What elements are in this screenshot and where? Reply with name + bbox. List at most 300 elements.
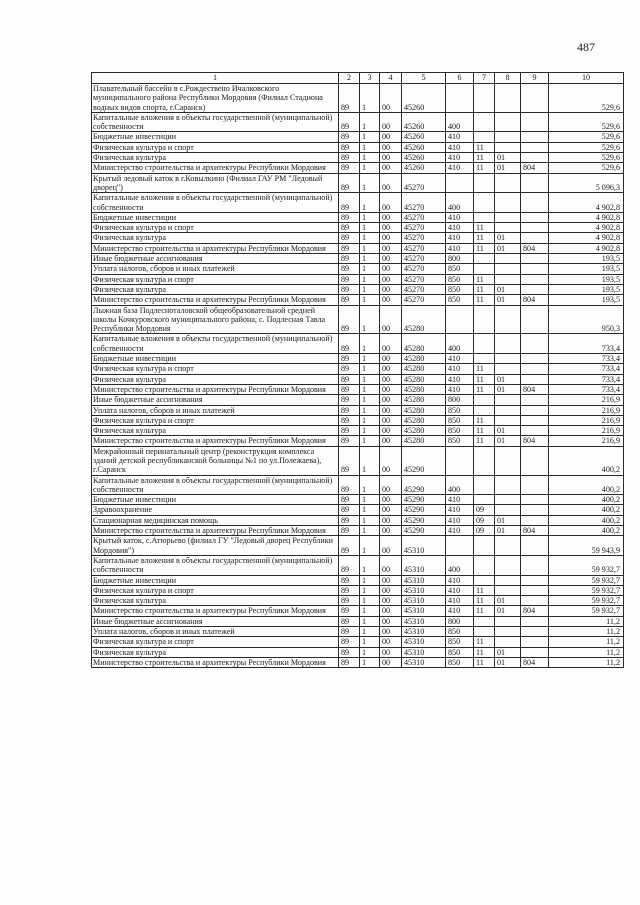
code-4-cell: 00 [380,526,402,536]
code-2-cell: 89 [339,647,360,657]
section-cell [474,264,495,274]
subsection-cell: 01 [495,284,521,294]
section-cell: 11 [474,637,495,647]
target-code-cell: 45310 [402,555,446,575]
amount-cell: 400,2 [549,475,624,495]
code-4-cell: 00 [380,384,402,394]
ministry-code-cell [521,616,549,626]
code-3-cell: 1 [360,284,380,294]
table-row [92,637,624,647]
amount-cell: 11,2 [549,637,624,647]
expense-type-cell: 850 [446,637,474,647]
code-2-cell: 89 [339,627,360,637]
ministry-code-cell [521,627,549,637]
table-row [92,163,624,173]
expense-type-cell: 850 [446,627,474,637]
table-row [92,426,624,436]
ministry-code-cell [521,505,549,515]
item-name-cell: Физическая культура [92,374,339,384]
code-2-cell: 89 [339,446,360,475]
ministry-code-cell: 804 [521,163,549,173]
code-3-cell: 1 [360,173,380,193]
expense-type-cell: 400 [446,555,474,575]
section-cell [474,475,495,495]
subsection-cell [495,254,521,264]
subsection-cell: 01 [495,153,521,163]
expense-type-cell: 410 [446,163,474,173]
code-2-cell: 89 [339,233,360,243]
code-2-cell: 89 [339,305,360,334]
expense-type-cell: 850 [446,274,474,284]
target-code-cell: 45280 [402,354,446,364]
table-row [92,616,624,626]
table-row [92,374,624,384]
amount-cell: 216,9 [549,436,624,446]
code-4-cell: 00 [380,364,402,374]
section-cell [474,112,495,132]
section-cell: 11 [474,657,495,667]
section-cell: 11 [474,153,495,163]
section-cell [474,305,495,334]
amount-cell: 4 902,8 [549,193,624,213]
ministry-code-cell [521,555,549,575]
expense-type-cell: 410 [446,223,474,233]
code-4-cell: 00 [380,475,402,495]
code-4-cell: 00 [380,212,402,222]
amount-cell: 193,5 [549,254,624,264]
expense-type-cell: 410 [446,596,474,606]
section-cell [474,495,495,505]
ministry-code-cell [521,212,549,222]
expense-type-cell: 410 [446,585,474,595]
subsection-cell [495,555,521,575]
expense-type-cell: 410 [446,243,474,253]
header-cell: 8 [495,73,521,84]
ministry-code-cell: 804 [521,243,549,253]
code-4-cell: 00 [380,334,402,354]
ministry-code-cell [521,647,549,657]
code-4-cell: 00 [380,616,402,626]
code-2-cell: 89 [339,132,360,142]
ministry-code-cell [521,112,549,132]
section-cell: 11 [474,295,495,305]
table-row [92,274,624,284]
section-cell: 11 [474,274,495,284]
target-code-cell: 45310 [402,627,446,637]
table-row [92,173,624,193]
code-4-cell: 00 [380,585,402,595]
code-4-cell: 00 [380,254,402,264]
target-code-cell: 45280 [402,384,446,394]
code-3-cell: 1 [360,142,380,152]
section-cell: 11 [474,415,495,425]
expense-type-cell: 850 [446,405,474,415]
target-code-cell: 45280 [402,305,446,334]
item-name-cell: Министерство строительства и архитектуры Республики Мордовия [92,657,339,667]
code-3-cell: 1 [360,657,380,667]
code-3-cell: 1 [360,555,380,575]
target-code-cell: 45270 [402,223,446,233]
target-code-cell: 45270 [402,243,446,253]
code-3-cell: 1 [360,536,380,556]
item-name-cell: Физическая культура и спорт [92,364,339,374]
target-code-cell: 45280 [402,415,446,425]
ministry-code-cell [521,153,549,163]
amount-cell: 733,4 [549,374,624,384]
amount-cell: 216,9 [549,405,624,415]
code-3-cell: 1 [360,84,380,113]
section-cell: 11 [474,374,495,384]
code-4-cell: 00 [380,84,402,113]
amount-cell: 59 932,7 [549,555,624,575]
code-4-cell: 00 [380,495,402,505]
subsection-cell: 01 [495,596,521,606]
item-name-cell: Бюджетные инвестиции [92,354,339,364]
expense-type-cell: 410 [446,142,474,152]
code-4-cell: 00 [380,233,402,243]
code-4-cell: 00 [380,223,402,233]
code-3-cell: 1 [360,264,380,274]
subsection-cell: 01 [495,657,521,667]
ministry-code-cell [521,173,549,193]
table-row [92,555,624,575]
table-row [92,364,624,374]
item-name-cell: Уплата налогов, сборов и иных платежей [92,627,339,637]
code-2-cell: 89 [339,405,360,415]
item-name-cell: Министерство строительства и архитектуры Республики Мордовия [92,295,339,305]
item-name-cell: Министерство строительства и архитектуры Республики Мордовия [92,526,339,536]
table-row [92,536,624,556]
ministry-code-cell [521,495,549,505]
expense-type-cell: 400 [446,475,474,495]
ministry-code-cell [521,142,549,152]
subsection-cell [495,212,521,222]
subsection-cell: 01 [495,384,521,394]
section-cell [474,536,495,556]
table-row [92,415,624,425]
expense-type-cell: 850 [446,436,474,446]
amount-cell: 400,2 [549,495,624,505]
section-cell: 11 [474,647,495,657]
table-row [92,627,624,637]
section-cell: 09 [474,505,495,515]
amount-cell: 733,4 [549,364,624,374]
section-cell: 11 [474,142,495,152]
expense-type-cell [446,173,474,193]
ministry-code-cell [521,254,549,264]
ministry-code-cell: 804 [521,657,549,667]
amount-cell: 193,5 [549,284,624,294]
code-2-cell: 89 [339,637,360,647]
ministry-code-cell [521,334,549,354]
subsection-cell: 01 [495,243,521,253]
expense-type-cell: 410 [446,354,474,364]
item-name-cell: Бюджетные инвестиции [92,575,339,585]
ministry-code-cell [521,132,549,142]
ministry-code-cell: 804 [521,384,549,394]
code-2-cell: 89 [339,415,360,425]
item-name-cell: Межрайонный перинатальный центр (реконструкция комплекса зданий детской республиканской больницы №1 по ул.Полежаева), г.Саранск [92,446,339,475]
table-row [92,446,624,475]
item-name-cell: Бюджетные инвестиции [92,212,339,222]
expense-type-cell: 850 [446,264,474,274]
code-4-cell: 00 [380,627,402,637]
subsection-cell [495,405,521,415]
table-row [92,526,624,536]
expense-type-cell: 410 [446,153,474,163]
subsection-cell [495,223,521,233]
table-row [92,243,624,253]
code-3-cell: 1 [360,637,380,647]
code-3-cell: 1 [360,354,380,364]
target-code-cell: 45310 [402,637,446,647]
amount-cell: 529,6 [549,132,624,142]
ministry-code-cell [521,264,549,274]
section-cell [474,395,495,405]
section-cell: 11 [474,243,495,253]
subsection-cell [495,616,521,626]
item-name-cell: Физическая культура и спорт [92,415,339,425]
subsection-cell [495,274,521,284]
amount-cell: 5 096,3 [549,173,624,193]
code-4-cell: 00 [380,505,402,515]
code-4-cell: 00 [380,637,402,647]
expense-type-cell: 850 [446,657,474,667]
amount-cell: 4 902,8 [549,212,624,222]
code-3-cell: 1 [360,426,380,436]
expense-type-cell: 410 [446,575,474,585]
item-name-cell: Физическая культура [92,647,339,657]
target-code-cell: 45280 [402,395,446,405]
expense-type-cell: 410 [446,364,474,374]
amount-cell: 59 932,7 [549,585,624,595]
code-3-cell: 1 [360,436,380,446]
expense-type-cell: 410 [446,505,474,515]
table-row [92,84,624,113]
target-code-cell: 45270 [402,254,446,264]
expense-type-cell: 850 [446,295,474,305]
section-cell [474,212,495,222]
target-code-cell: 45290 [402,515,446,525]
amount-cell: 216,9 [549,426,624,436]
code-3-cell: 1 [360,515,380,525]
item-name-cell: Министерство строительства и архитектуры Республики Мордовия [92,384,339,394]
subsection-cell [495,415,521,425]
item-name-cell: Министерство строительства и архитектуры Республики Мордовия [92,163,339,173]
item-name-cell: Здравоохранение [92,505,339,515]
expense-type-cell: 410 [446,526,474,536]
section-cell [474,254,495,264]
section-cell [474,84,495,113]
code-4-cell: 00 [380,575,402,585]
amount-cell: 216,9 [549,415,624,425]
item-name-cell: Бюджетные инвестиции [92,132,339,142]
amount-cell: 733,4 [549,334,624,354]
code-2-cell: 89 [339,163,360,173]
table-header-row [92,73,624,84]
code-3-cell: 1 [360,112,380,132]
code-3-cell: 1 [360,596,380,606]
subsection-cell: 01 [495,163,521,173]
item-name-cell: Капитальные вложения в объекты государственной (муниципальной) собственности [92,555,339,575]
section-cell: 11 [474,223,495,233]
code-2-cell: 89 [339,395,360,405]
ministry-code-cell: 804 [521,606,549,616]
code-3-cell: 1 [360,295,380,305]
subsection-cell: 01 [495,426,521,436]
code-2-cell: 89 [339,436,360,446]
section-cell [474,446,495,475]
item-name-cell: Физическая культура [92,596,339,606]
expense-type-cell: 800 [446,254,474,264]
target-code-cell: 45260 [402,153,446,163]
target-code-cell: 45270 [402,274,446,284]
item-name-cell: Физическая культура [92,426,339,436]
header-cell: 3 [360,73,380,84]
table-row [92,495,624,505]
code-3-cell: 1 [360,364,380,374]
header-cell: 6 [446,73,474,84]
code-3-cell: 1 [360,395,380,405]
code-2-cell: 89 [339,616,360,626]
section-cell [474,555,495,575]
code-2-cell: 89 [339,374,360,384]
code-3-cell: 1 [360,616,380,626]
ministry-code-cell [521,354,549,364]
subsection-cell [495,475,521,495]
code-4-cell: 00 [380,426,402,436]
amount-cell: 4 902,8 [549,223,624,233]
target-code-cell: 45260 [402,142,446,152]
target-code-cell: 45290 [402,526,446,536]
subsection-cell [495,84,521,113]
code-3-cell: 1 [360,274,380,284]
expense-type-cell: 850 [446,426,474,436]
subsection-cell: 01 [495,374,521,384]
code-2-cell: 89 [339,295,360,305]
section-cell: 11 [474,163,495,173]
code-3-cell: 1 [360,405,380,415]
code-2-cell: 89 [339,657,360,667]
amount-cell: 59 932,7 [549,575,624,585]
code-3-cell: 1 [360,223,380,233]
target-code-cell: 45270 [402,284,446,294]
ministry-code-cell [521,84,549,113]
code-4-cell: 00 [380,142,402,152]
item-name-cell: Физическая культура и спорт [92,585,339,595]
expense-type-cell [446,84,474,113]
section-cell [474,616,495,626]
code-4-cell: 00 [380,415,402,425]
table-row [92,193,624,213]
item-name-cell: Капитальные вложения в объекты государственной (муниципальной) собственности [92,475,339,495]
item-name-cell: Стационарная медицинская помощь [92,515,339,525]
code-2-cell: 89 [339,495,360,505]
code-2-cell: 89 [339,264,360,274]
code-3-cell: 1 [360,415,380,425]
table-body [92,84,624,668]
expense-type-cell: 410 [446,233,474,243]
section-cell [474,193,495,213]
code-3-cell: 1 [360,243,380,253]
ministry-code-cell [521,637,549,647]
section-cell: 11 [474,364,495,374]
subsection-cell [495,173,521,193]
amount-cell: 216,9 [549,395,624,405]
target-code-cell: 45280 [402,374,446,384]
subsection-cell: 01 [495,515,521,525]
code-3-cell: 1 [360,384,380,394]
code-2-cell: 89 [339,334,360,354]
ministry-code-cell [521,305,549,334]
subsection-cell: 01 [495,295,521,305]
code-4-cell: 00 [380,405,402,415]
section-cell [474,173,495,193]
target-code-cell: 45280 [402,334,446,354]
code-3-cell: 1 [360,254,380,264]
expense-type-cell: 800 [446,616,474,626]
item-name-cell: Физическая культура и спорт [92,637,339,647]
table-row [92,305,624,334]
code-4-cell: 00 [380,163,402,173]
item-name-cell: Иные бюджетные ассигнования [92,395,339,405]
expense-type-cell: 410 [446,212,474,222]
item-name-cell: Министерство строительства и архитектуры Республики Мордовия [92,606,339,616]
subsection-cell: 01 [495,233,521,243]
code-3-cell: 1 [360,585,380,595]
code-2-cell: 89 [339,284,360,294]
code-3-cell: 1 [360,233,380,243]
ministry-code-cell [521,223,549,233]
code-2-cell: 89 [339,575,360,585]
amount-cell: 11,2 [549,647,624,657]
table-row [92,505,624,515]
subsection-cell [495,585,521,595]
ministry-code-cell: 804 [521,436,549,446]
table-row [92,233,624,243]
section-cell: 11 [474,585,495,595]
amount-cell: 59 932,7 [549,596,624,606]
section-cell [474,132,495,142]
item-name-cell: Уплата налогов, сборов и иных платежей [92,264,339,274]
header-cell: 9 [521,73,549,84]
code-4-cell: 00 [380,657,402,667]
ministry-code-cell [521,536,549,556]
code-2-cell: 89 [339,173,360,193]
section-cell: 11 [474,606,495,616]
ministry-code-cell [521,405,549,415]
target-code-cell: 45310 [402,596,446,606]
header-cell: 10 [549,73,624,84]
section-cell: 11 [474,233,495,243]
target-code-cell: 45280 [402,405,446,415]
item-name-cell: Лыжная база Подлесноталовской общеобразовательной средней школы Кочкуровского муниципального района, с. Подлесная Тавла Республики Мордовия [92,305,339,334]
code-4-cell: 00 [380,274,402,284]
page-number: 487 [577,40,595,54]
header-cell: 5 [402,73,446,84]
target-code-cell: 45310 [402,575,446,585]
target-code-cell: 45280 [402,364,446,374]
code-2-cell: 89 [339,505,360,515]
item-name-cell: Министерство строительства и архитектуры Республики Мордовия [92,243,339,253]
section-cell: 09 [474,526,495,536]
section-cell [474,334,495,354]
expense-type-cell: 400 [446,112,474,132]
code-4-cell: 00 [380,132,402,142]
amount-cell: 4 902,8 [549,233,624,243]
code-4-cell: 00 [380,536,402,556]
code-3-cell: 1 [360,153,380,163]
